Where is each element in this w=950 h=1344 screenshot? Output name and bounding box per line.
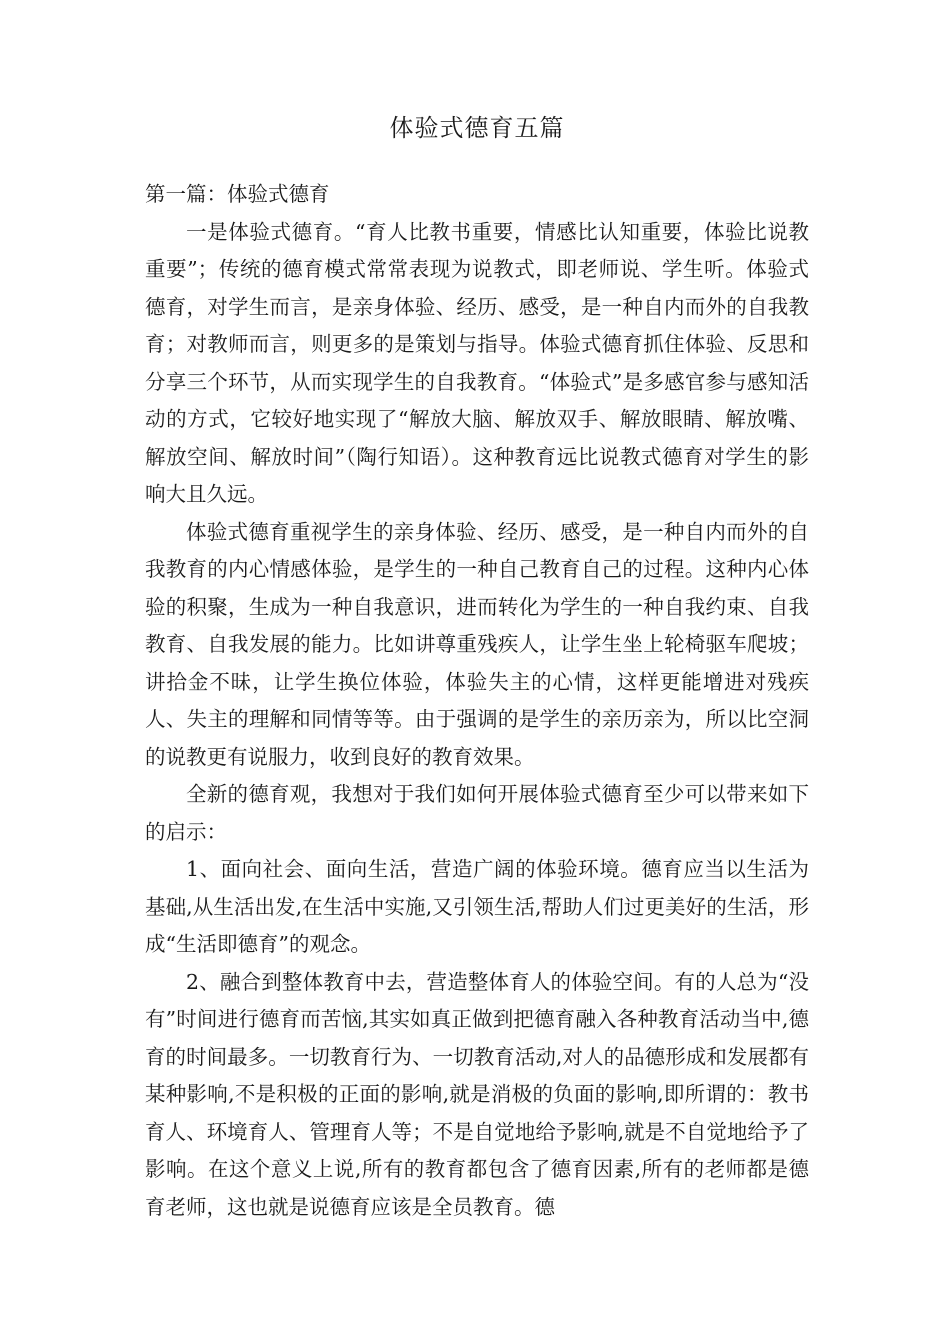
paragraph-3: 全新的德育观，我想对于我们如何开展体验式德育至少可以带来如下的启示： bbox=[145, 782, 809, 844]
paragraph-5: 2、融合到整体教育中去，营造整体育人的体验空间。有的人总为“没有”时间进行德育而苦恼,其实如真正做到把德育融入各种教育活动当中,德育的时间最多。一切教育行为、一切教育活动,对人的品德形成和发展都有某种影响,不是积极的正面的影响,就是消极的负面的影响,即所谓的：教书育人、环境育人、管理育人等；不是自觉地给予影响,就是不自觉地给予了影响。在这个意义上说,所有的教育都包含了德育因素,所有的老师都是德育老师，这也就是说德育应该是全员教育。德 bbox=[145, 969, 809, 1219]
document-title: 体验式德育五篇 bbox=[389, 114, 565, 142]
paragraph-1: 一是体验式德育。“育人比教书重要，情感比认知重要，体验比说教重要”；传统的德育模式常常表现为说教式，即老师说、学生听。体验式德育，对学生而言，是亲身体验、经历、感受，是一种自内而外的自我教育；对教师而言，则更多的是策划与指导。体验式德育抓住体验、反思和分享三个环节，从而实现学生的自我教育。“体验式”是多感官参与感知活动的方式，它较好地实现了“解放大脑、解放双手、解放眼睛、解放嘴、解放空间、解放时间”（陶行知语）。这种教育远比说教式德育对学生的影响大且久远。 bbox=[145, 219, 809, 506]
paragraph-2: 体验式德育重视学生的亲身体验、经历、感受，是一种自内而外的自我教育的内心情感体验，是学生的一种自己教育自己的过程。这种内心体验的积聚，生成为一种自我意识，进而转化为学生的一种自我约束、自我教育、自我发展的能力。比如讲尊重残疾人，让学生坐上轮椅驱车爬坡；讲拾金不昧，让学生换位体验，体验失主的心情，这样更能增进对残疾人、失主的理解和同情等等。由于强调的是学生的亲历亲为，所以比空洞的说教更有说服力，收到良好的教育效果。 bbox=[145, 519, 809, 769]
section-heading: 第一篇：体验式德育 bbox=[145, 182, 330, 206]
paragraph-4: 1、面向社会、面向生活，营造广阔的体验环境。德育应当以生活为基础,从生活出发,在生活中实施,又引领生活,帮助人们过更美好的生活，形成“生活即德育”的观念。 bbox=[145, 857, 809, 956]
document-page bbox=[145, 108, 809, 1226]
